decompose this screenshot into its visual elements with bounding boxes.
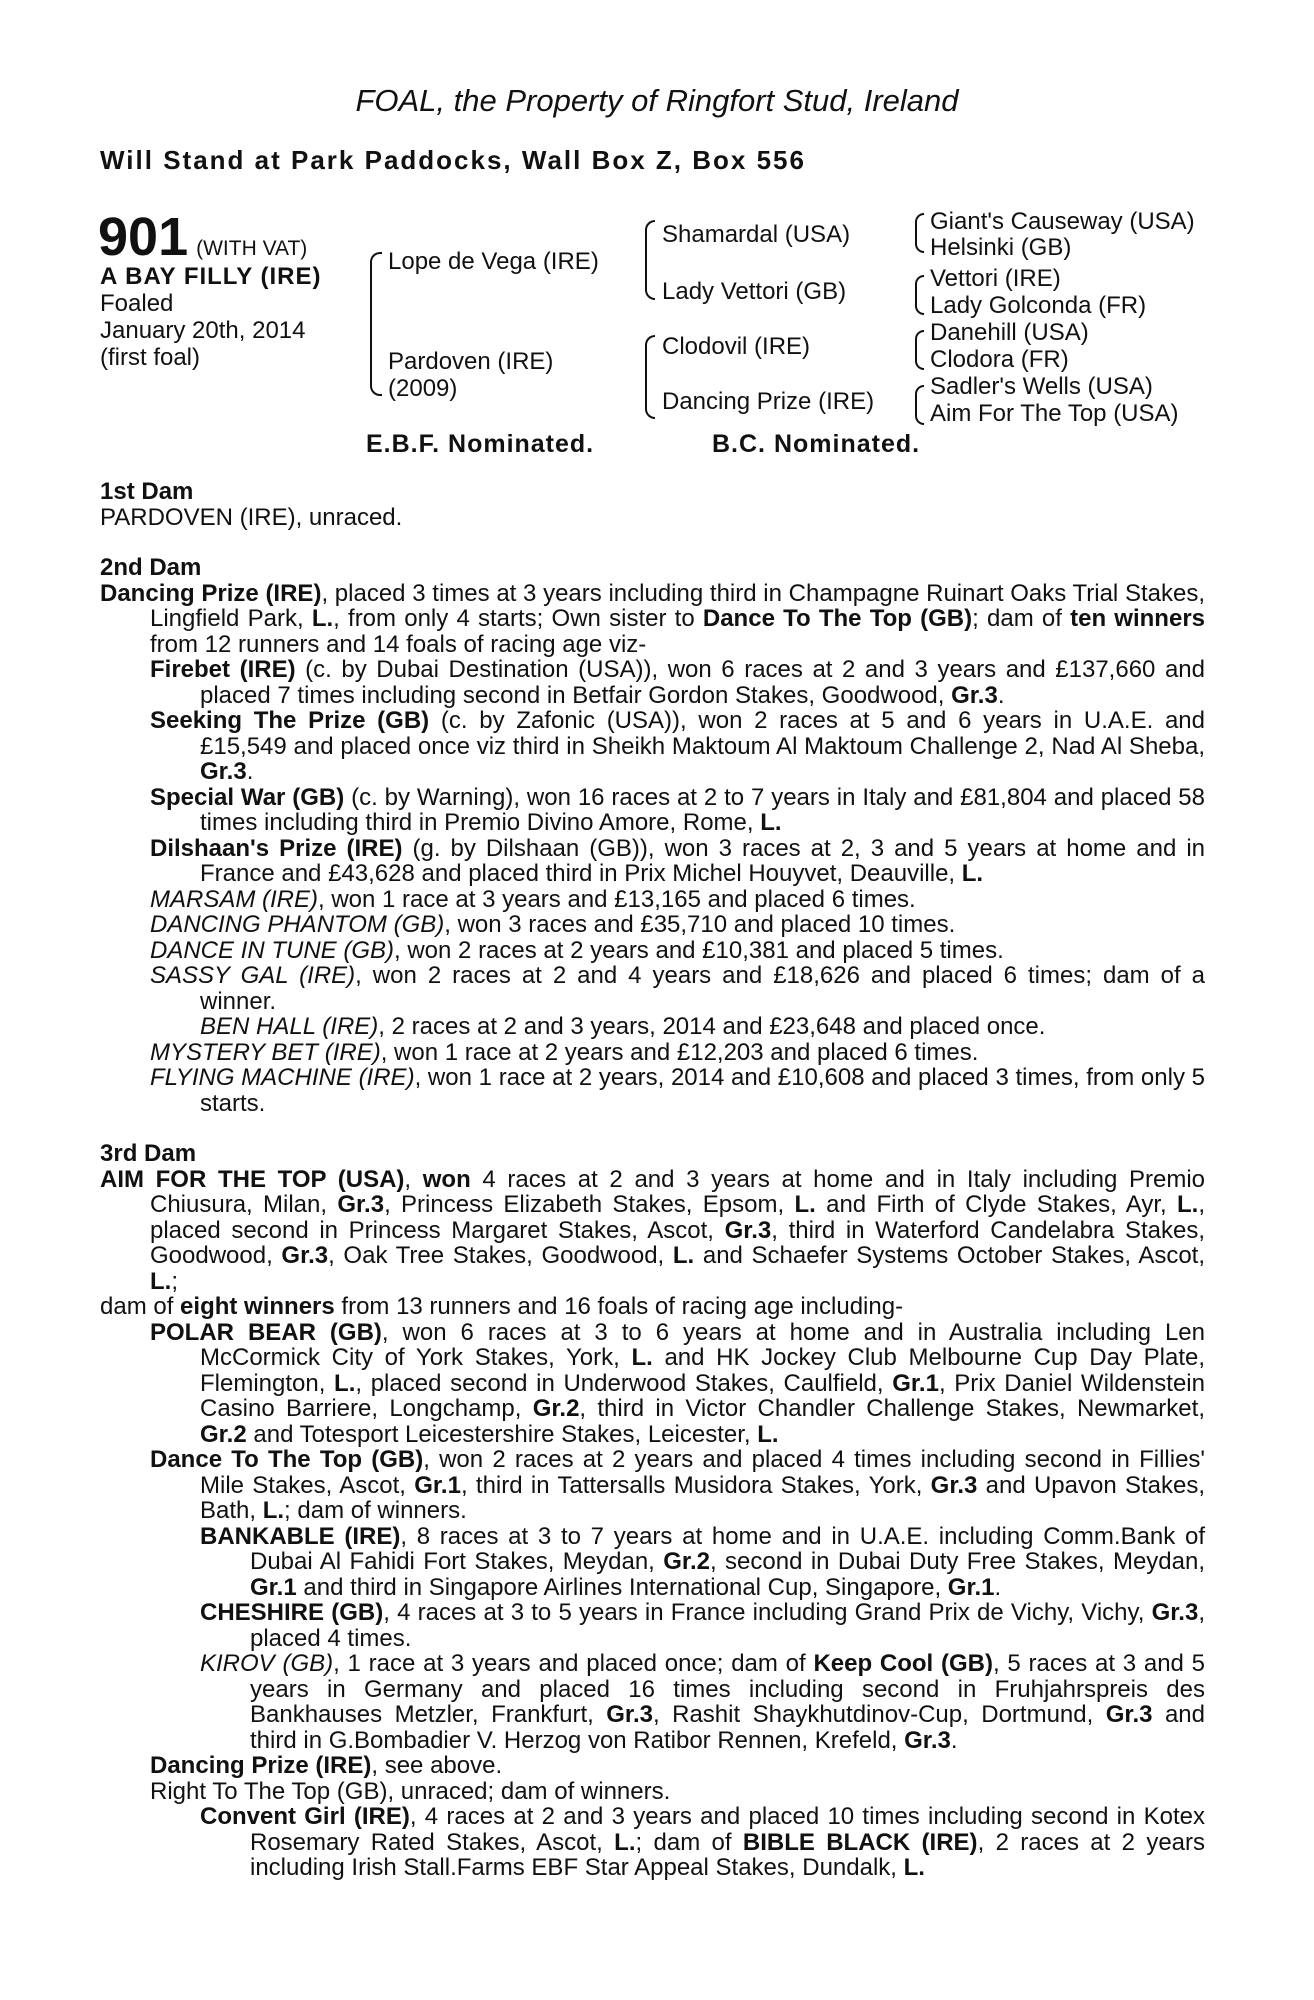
pedigree-brace-main bbox=[370, 252, 382, 396]
text-run: , see above. bbox=[371, 1752, 503, 1779]
text-run: , placed second in Underwood Stakes, Caulfield, bbox=[355, 1369, 893, 1397]
third-dam-produce bbox=[100, 1320, 1205, 1881]
stand-location: Will Stand at Park Paddocks, Wall Box Z, Box 556 bbox=[100, 145, 806, 175]
bold-text: L. bbox=[672, 1242, 695, 1269]
bold-text: Dance To The Top (GB) bbox=[702, 605, 973, 632]
pedigree-brace-g3 bbox=[915, 330, 924, 370]
bold-text: Gr.3 bbox=[904, 1726, 951, 1754]
pedigree-dam: Pardoven (IRE) bbox=[388, 348, 554, 375]
text-run: , won 1 race at 3 years and £13,165 and placed 6 times. bbox=[318, 885, 916, 913]
text-run: and third in Singapore Airlines International Cup, Singapore, bbox=[296, 1573, 948, 1601]
produce-entry bbox=[100, 887, 1205, 913]
text-run: Right To The Top (GB), unraced; dam of winners. bbox=[150, 1777, 671, 1805]
bold-text: Gr.3 bbox=[606, 1701, 653, 1728]
italic-text: KIROV (GB) bbox=[200, 1650, 334, 1677]
italic-text: MARSAM (IRE) bbox=[150, 885, 318, 913]
text-run: , 1 race at 3 years and placed once; dam of bbox=[333, 1650, 814, 1677]
bold-text: L. bbox=[614, 1828, 636, 1856]
bold-text: Dancing Prize (IRE) bbox=[150, 1752, 372, 1779]
text-run: ; bbox=[171, 1267, 178, 1295]
text-run: and Firth of Clyde Stakes, Ayr, bbox=[815, 1191, 1178, 1218]
bold-text: Gr.2 bbox=[200, 1420, 247, 1448]
produce-entry bbox=[100, 1447, 1205, 1524]
produce-entry bbox=[100, 1651, 1205, 1753]
bold-text: Gr.1 bbox=[947, 1573, 995, 1601]
italic-text: BEN HALL (IRE) bbox=[200, 1013, 379, 1040]
first-dam-title: 1st Dam bbox=[100, 478, 194, 505]
bold-text: Gr.2 bbox=[663, 1548, 710, 1575]
ebf-nominated: E.B.F. Nominated. bbox=[366, 430, 595, 458]
bold-text: L. bbox=[757, 1420, 779, 1448]
produce-entry bbox=[100, 1600, 1205, 1651]
text-run: , Oak Tree Stakes, Goodwood, bbox=[328, 1242, 673, 1269]
bold-text: BIBLE BLACK (IRE) bbox=[742, 1828, 978, 1856]
bold-text: Convent Girl (IRE) bbox=[200, 1803, 410, 1830]
pedigree-dam-sire: Clodovil (IRE) bbox=[662, 333, 811, 360]
third-dam-dam-line bbox=[100, 1294, 1205, 1320]
produce-entry bbox=[100, 1065, 1205, 1116]
text-run: , placed 4 times. bbox=[250, 1599, 1205, 1652]
bold-text: L. bbox=[760, 809, 782, 836]
italic-text: DANCE IN TUNE (GB) bbox=[150, 936, 395, 964]
dam-history bbox=[100, 479, 1205, 1881]
bold-text: L. bbox=[262, 1497, 285, 1524]
produce-entry bbox=[100, 1779, 1205, 1805]
produce-entry bbox=[100, 657, 1205, 708]
text-run: 4 races at 2 and 3 years at home and in Italy including Premio Chiusura, Milan, bbox=[150, 1165, 1205, 1218]
text-run: , won 1 race at 2 years, 2014 and £10,608 and placed 3 times, from only 5 starts. bbox=[200, 1064, 1205, 1117]
bold-text: Gr.3 bbox=[724, 1216, 772, 1244]
pedigree-brace-sire bbox=[645, 220, 655, 300]
produce-entry bbox=[100, 963, 1205, 1014]
text-run: from 12 runners and 14 foals of racing age viz- bbox=[150, 630, 647, 658]
produce-entry bbox=[100, 1040, 1205, 1066]
bold-text: Firebet (IRE) bbox=[150, 656, 296, 683]
text-run: and Totesport Leicestershire Stakes, Leicester, bbox=[246, 1420, 758, 1448]
pedigree-dam-dam: Dancing Prize (IRE) bbox=[662, 388, 875, 415]
bold-text: Gr.3 bbox=[281, 1242, 329, 1269]
text-run: , third in Tattersalls Musidora Stakes, York, bbox=[460, 1471, 931, 1499]
pedigree-g4: Lady Golconda (FR) bbox=[930, 292, 1147, 319]
bold-text: Gr.3 bbox=[951, 681, 998, 709]
foaled-label: Foaled bbox=[100, 290, 174, 317]
produce-entry bbox=[100, 1524, 1205, 1601]
text-run: and third in G.Bombadier V. Herzog von Ratibor Rennen, Krefeld, bbox=[250, 1701, 1205, 1754]
produce-entry bbox=[100, 785, 1205, 836]
pedigree-g2: Helsinki (GB) bbox=[930, 234, 1072, 261]
bold-text: Special War (GB) bbox=[150, 783, 345, 811]
pedigree-brace-dam bbox=[645, 335, 655, 419]
page-title: FOAL, the Property of Ringfort Stud, Ireland bbox=[355, 83, 959, 118]
bold-text: L. bbox=[903, 1854, 925, 1881]
text-run: (g. by Dilshaan (GB)), won 3 races at 2, 3 and 5 years at home and in France and £43,628 and placed third in Prix Michel Houyvet, Deauville, bbox=[200, 834, 1205, 887]
italic-text: MYSTERY BET (IRE) bbox=[150, 1038, 381, 1066]
text-run: , Rashit Shaykhutdinov-Cup, Dortmund, bbox=[652, 1701, 1106, 1728]
text-run: , won 2 races at 2 and 4 years and £18,626 and placed 6 times; dam of a winner. bbox=[200, 962, 1205, 1015]
pedigree-sire-sire: Shamardal (USA) bbox=[662, 221, 851, 248]
produce-entry bbox=[100, 1804, 1205, 1881]
first-dam-text: PARDOVEN (IRE), unraced. bbox=[100, 503, 403, 531]
text-run: , second in Dubai Duty Free Stakes, Meydan, bbox=[709, 1548, 1206, 1575]
text-run: , Princess Elizabeth Stakes, Epsom, bbox=[384, 1191, 795, 1218]
foal-name: A BAY FILLY (IRE) bbox=[100, 263, 322, 290]
italic-text: SASSY GAL (IRE) bbox=[150, 962, 356, 989]
bold-text: Keep Cool (GB) bbox=[813, 1650, 993, 1677]
second-dam-produce bbox=[100, 657, 1205, 1116]
text-run: , from only 4 starts; Own sister to bbox=[333, 605, 703, 632]
text-run: from 13 runners and 16 foals of racing age including- bbox=[334, 1293, 904, 1320]
pedigree-g8: Aim For The Top (USA) bbox=[930, 400, 1179, 427]
text-run: , won 2 races at 2 years and £10,381 and placed 5 times. bbox=[394, 936, 1004, 964]
text-run: , placed second in Princess Margaret Stakes, Ascot, bbox=[150, 1191, 1206, 1244]
bold-text: eight winners bbox=[180, 1293, 335, 1320]
text-run: ; dam of bbox=[635, 1828, 743, 1856]
text-run: . bbox=[950, 1726, 958, 1754]
third-dam-intro bbox=[100, 1167, 1205, 1295]
bold-text: Gr.3 bbox=[1151, 1599, 1199, 1626]
pedigree-g7: Sadler's Wells (USA) bbox=[930, 373, 1153, 400]
text-run: , third in Victor Chandler Challenge Stakes, Newmarket, bbox=[579, 1395, 1205, 1422]
text-run: , placed 3 times at 3 years including third in Champagne Ruinart Oaks Trial Stakes, Lingfield Park, bbox=[150, 579, 1205, 632]
foal-note: (first foal) bbox=[100, 344, 201, 371]
text-run: , bbox=[404, 1165, 423, 1193]
bold-text: won bbox=[422, 1165, 471, 1193]
text-run: , won 3 races and £35,710 and placed 10 times. bbox=[444, 911, 956, 938]
bold-text: Dancing Prize (IRE) bbox=[100, 579, 322, 607]
bold-text: L. bbox=[1177, 1191, 1199, 1218]
text-run: , won 6 races at 3 to 6 years at home and in Australia including Len McCormick City of York Stakes, York, bbox=[200, 1318, 1206, 1371]
text-run: (c. by Dubai Destination (USA)), won 6 races at 2 and 3 years and £137,660 and placed 7 times including second in Betfair Gordon Stakes, Goodwood, bbox=[200, 656, 1205, 709]
bold-text: Gr.3 bbox=[200, 758, 247, 785]
bold-text: L. bbox=[334, 1369, 356, 1397]
bold-text: Gr.3 bbox=[930, 1471, 978, 1499]
text-run: (c. by Warning), won 16 races at 2 to 7 years in Italy and £81,804 and placed 58 times including third in Premio Divino Amore, Rome, bbox=[200, 783, 1205, 836]
second-dam-intro bbox=[100, 581, 1205, 658]
vat-note: (WITH VAT) bbox=[196, 237, 308, 260]
bold-text: Gr.2 bbox=[532, 1395, 580, 1422]
bc-nominated: B.C. Nominated. bbox=[712, 430, 921, 458]
bold-text: POLAR BEAR (GB) bbox=[150, 1318, 382, 1346]
text-run: . bbox=[246, 758, 254, 785]
lot-number-block bbox=[98, 207, 308, 267]
pedigree-sire-dam: Lady Vettori (GB) bbox=[662, 278, 847, 305]
bold-text: Gr.1 bbox=[414, 1471, 461, 1499]
bold-text: Gr.1 bbox=[250, 1573, 297, 1601]
text-run: , won 1 race at 2 years and £12,203 and placed 6 times. bbox=[380, 1038, 979, 1066]
bold-text: L. bbox=[631, 1344, 653, 1371]
bold-text: Gr.3 bbox=[1105, 1701, 1153, 1728]
pedigree-g6: Clodora (FR) bbox=[930, 346, 1069, 373]
text-run: , third in Waterford Candelabra Stakes, Goodwood, bbox=[150, 1216, 1205, 1269]
pedigree-brace-g2 bbox=[915, 275, 924, 315]
text-run: (c. by Zafonic (USA)), won 2 races at 5 and 6 years in U.A.E. and £15,549 and placed once viz third in Sheikh Maktoum Al Maktoum Challenge 2, Nad Al Sheba, bbox=[200, 707, 1205, 760]
bold-text: L. bbox=[150, 1267, 172, 1295]
pedigree-brace-g4 bbox=[915, 385, 924, 425]
pedigree-sire: Lope de Vega (IRE) bbox=[388, 248, 599, 275]
text-run: , 2 races at 2 and 3 years, 2014 and £23,648 and placed once. bbox=[378, 1013, 1046, 1040]
bold-text: Dance To The Top (GB) bbox=[150, 1446, 424, 1473]
text-run: . bbox=[994, 1573, 1002, 1601]
bold-text: Dilshaan's Prize (IRE) bbox=[150, 834, 403, 862]
second-dam-title: 2nd Dam bbox=[100, 554, 202, 581]
produce-entry bbox=[100, 912, 1205, 938]
text-run: and HK Jockey Club Melbourne Cup Day Plate, Flemington, bbox=[200, 1344, 1205, 1397]
text-run: , 4 races at 3 to 5 years in France including Grand Prix de Vichy, Vichy, bbox=[383, 1599, 1152, 1626]
bold-text: L. bbox=[961, 860, 984, 887]
produce-entry bbox=[100, 1753, 1205, 1779]
pedigree-g5: Danehill (USA) bbox=[930, 319, 1089, 346]
text-run: ; dam of bbox=[972, 605, 1071, 632]
pedigree-dam-year: (2009) bbox=[388, 375, 458, 402]
foal-details bbox=[100, 263, 322, 371]
text-run: , Prix Daniel Wildenstein Casino Barriere, Longchamp, bbox=[200, 1369, 1205, 1422]
text-run: dam of bbox=[100, 1293, 181, 1320]
produce-entry bbox=[100, 836, 1205, 887]
pedigree-brace-g1 bbox=[915, 213, 924, 253]
bold-text: AIM FOR THE TOP (USA) bbox=[100, 1165, 405, 1193]
lot-number: 901 bbox=[98, 207, 189, 267]
text-run: , 8 races at 3 to 7 years at home and in U.A.E. including Comm.Bank of Dubai Al Fahidi Fort Stakes, Meydan, bbox=[250, 1522, 1205, 1575]
text-run: and Schaefer Systems October Stakes, Ascot, bbox=[694, 1242, 1206, 1269]
text-run: and Upavon Stakes, Bath, bbox=[200, 1471, 1205, 1524]
produce-entry bbox=[100, 708, 1205, 785]
text-run: , 4 races at 2 and 3 years and placed 10 times including second in Kotex Rosemary Rated Stakes, Ascot, bbox=[250, 1803, 1206, 1856]
produce-entry bbox=[100, 1014, 1205, 1040]
bold-text: L. bbox=[311, 605, 334, 632]
text-run: ; dam of winners. bbox=[284, 1497, 467, 1524]
bold-text: CHESHIRE (GB) bbox=[200, 1599, 384, 1626]
italic-text: FLYING MACHINE (IRE) bbox=[150, 1064, 415, 1091]
bold-text: Seeking The Prize (GB) bbox=[150, 707, 430, 734]
bold-text: L. bbox=[794, 1191, 816, 1218]
bold-text: Gr.3 bbox=[337, 1191, 385, 1218]
produce-entry bbox=[100, 938, 1205, 964]
foaled-date: January 20th, 2014 bbox=[100, 317, 306, 344]
bold-text: BANKABLE (IRE) bbox=[200, 1522, 401, 1550]
pedigree-g1: Giant's Causeway (USA) bbox=[930, 208, 1195, 235]
third-dam-title: 3rd Dam bbox=[100, 1140, 197, 1167]
text-run: , won 2 races at 2 years and placed 4 times including second in Fillies' Mile Stakes, Ascot, bbox=[200, 1446, 1205, 1499]
bold-text: Gr.1 bbox=[892, 1369, 939, 1397]
bold-text: ten winners bbox=[1070, 605, 1206, 632]
produce-entry bbox=[100, 1320, 1205, 1448]
italic-text: DANCING PHANTOM (GB) bbox=[150, 911, 445, 938]
pedigree-g3: Vettori (IRE) bbox=[930, 265, 1061, 292]
text-run: , 5 races at 3 and 5 years in Germany and placed 16 times including second in Fruhjahrspreis des Bankhauses Metzler, Frankfurt, bbox=[250, 1650, 1206, 1728]
text-run: , 2 races at 2 years including Irish Stall.Farms EBF Star Appeal Stakes, Dundalk, bbox=[250, 1828, 1206, 1881]
text-run: . bbox=[997, 681, 1005, 709]
